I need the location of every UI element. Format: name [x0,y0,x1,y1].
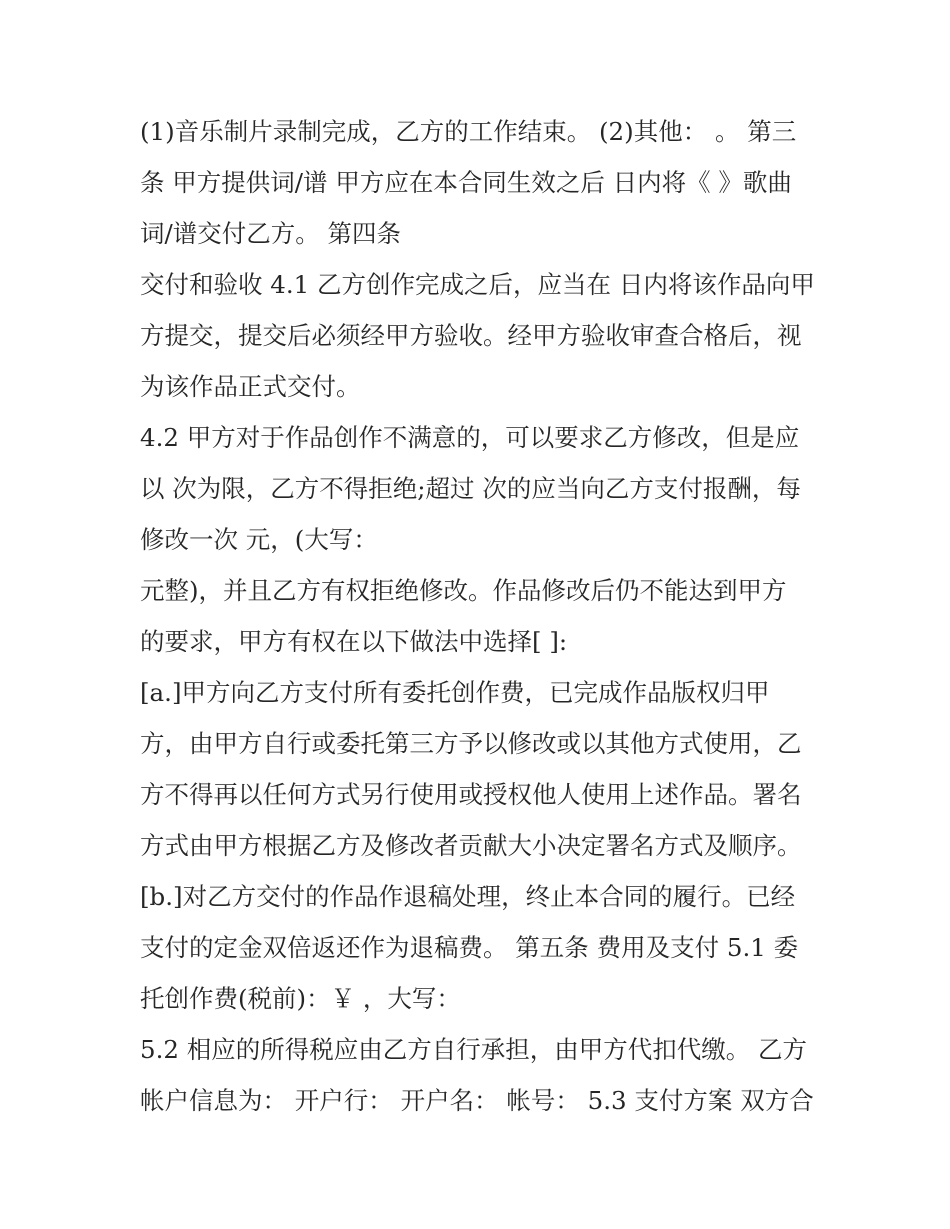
text-line: 条 甲方提供词/谱 甲方应在本合同生效之后 日内将《 》歌曲 [140,168,792,197]
text-line: 为该作品正式交付。 [140,372,361,401]
text-line: 词/谱交付乙方。 第四条 [140,219,402,248]
text-line: 5.2 相应的所得税应由乙方自行承担，由甲方代扣代缴。 乙方 [140,1035,808,1064]
text-line: 方，由甲方自行或委托第三方予以修改或以其他方式使用，乙 [140,729,802,758]
text-line: 的要求，甲方有权在以下做法中选择[ ]: [140,627,568,656]
text-line: [b.]对乙方交付的作品作退稿处理，终止本合同的履行。已经 [140,882,796,911]
text-line: 交付和验收 4.1 乙方创作完成之后，应当在 日内将该作品向甲 [140,270,815,299]
text-line: (1)音乐制片录制完成，乙方的工作结束。 (2)其他： 。 第三 [140,117,797,146]
text-line: 方不得再以任何方式另行使用或授权他人使用上述作品。署名 [140,780,802,809]
text-line: 元整)，并且乙方有权拒绝修改。作品修改后仍不能达到甲方 [140,576,787,605]
text-line: 方提交，提交后必须经甲方验收。经甲方验收审查合格后，视 [140,321,802,350]
text-line: 4.2 甲方对于作品创作不满意的，可以要求乙方修改，但是应 [140,423,800,452]
text-line: 修改一次 元，(大写： [140,525,378,554]
document-page [140,106,820,1126]
text-line: 方式由甲方根据乙方及修改者贡献大小决定署名方式及顺序。 [140,831,802,860]
text-line: 以 次为限，乙方不得拒绝;超过 次的应当向乙方支付报酬，每 [140,474,801,503]
text-line: 支付的定金双倍返还作为退稿费。 第五条 费用及支付 5.1 委 [140,933,799,962]
text-line: [a.]甲方向乙方支付所有委托创作费，已完成作品版权归甲 [140,678,770,707]
text-line: 帐户信息为： 开户行： 开户名： 帐号： 5.3 支付方案 双方合 [140,1086,814,1115]
text-line: 托创作费(税前)：￥ ，大写： [140,984,461,1013]
